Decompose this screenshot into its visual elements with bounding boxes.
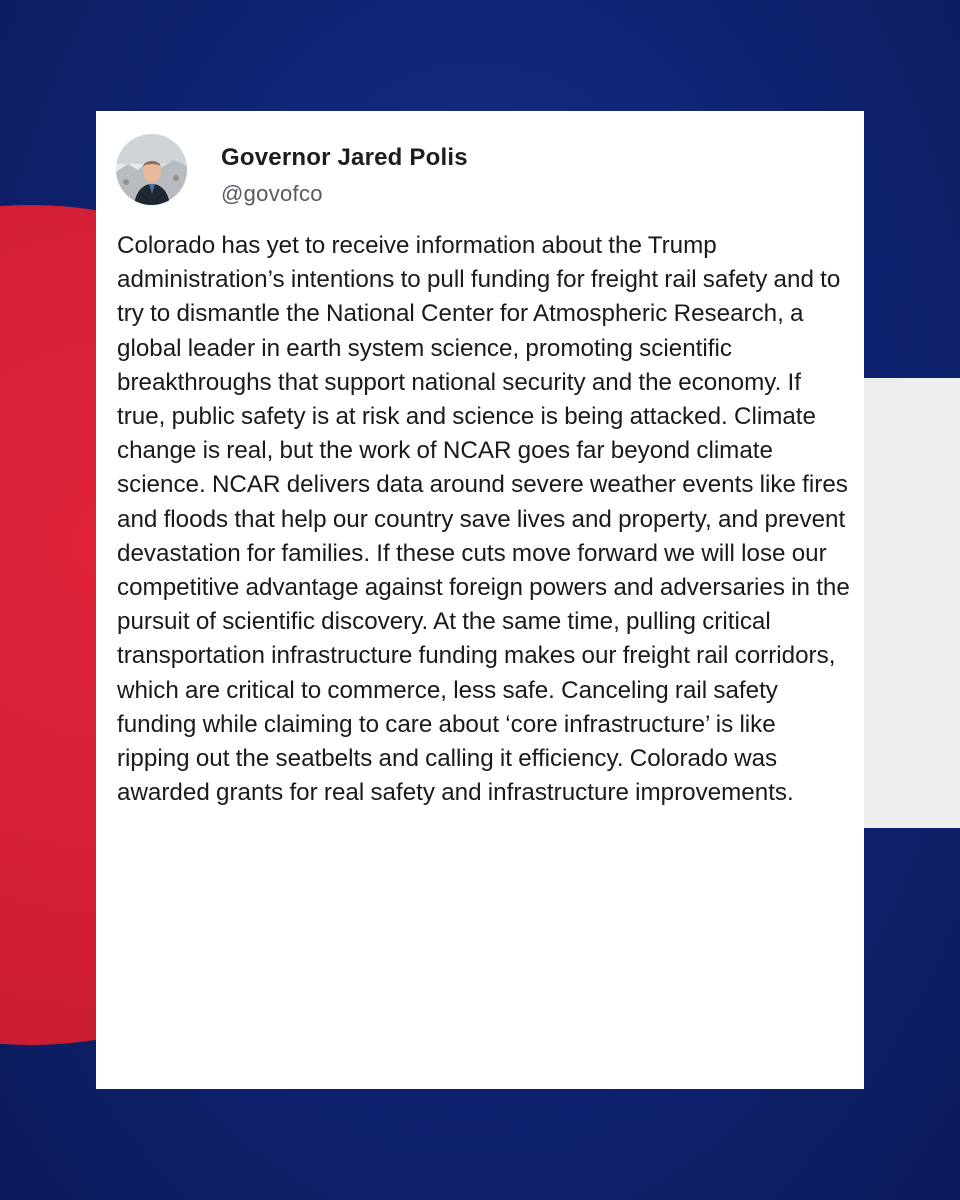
post-text: Colorado has yet to receive information about the Trump administration’s intentions to pull funding for freight rail safety and to try to dismantle the National Center for Atmospheric Research, a global leader in earth system science, promoting scientific breakthroughs that support national security and the economy. If true, public safety is at risk and science is being attacked. Climate change is real, but the work of NCAR goes far beyond climate science. NCAR delivers data around severe weather events like fires and floods that help our country save lives and property, and prevent devastation for families. If these cuts move forward we will lose our competitive advantage against foreign powers and adversaries in the pursuit of scientific discovery. At the same time, pulling critical transportation infrastructure funding makes our freight rail corridors, which are critical to commerce, less safe. Canceling rail safety funding while claiming to care about ‘core infrastructure’ is like ripping out the seatbelts and calling it efficiency. Colorado was awarded grants for real safety and infrastructure improvements.: [117, 232, 850, 807]
author-handle[interactable]: @govofco: [221, 181, 323, 206]
post-card: [96, 111, 864, 1089]
avatar[interactable]: [116, 134, 187, 205]
avatar-photo-icon: [116, 134, 187, 205]
author-name[interactable]: Governor Jared Polis: [221, 144, 468, 171]
